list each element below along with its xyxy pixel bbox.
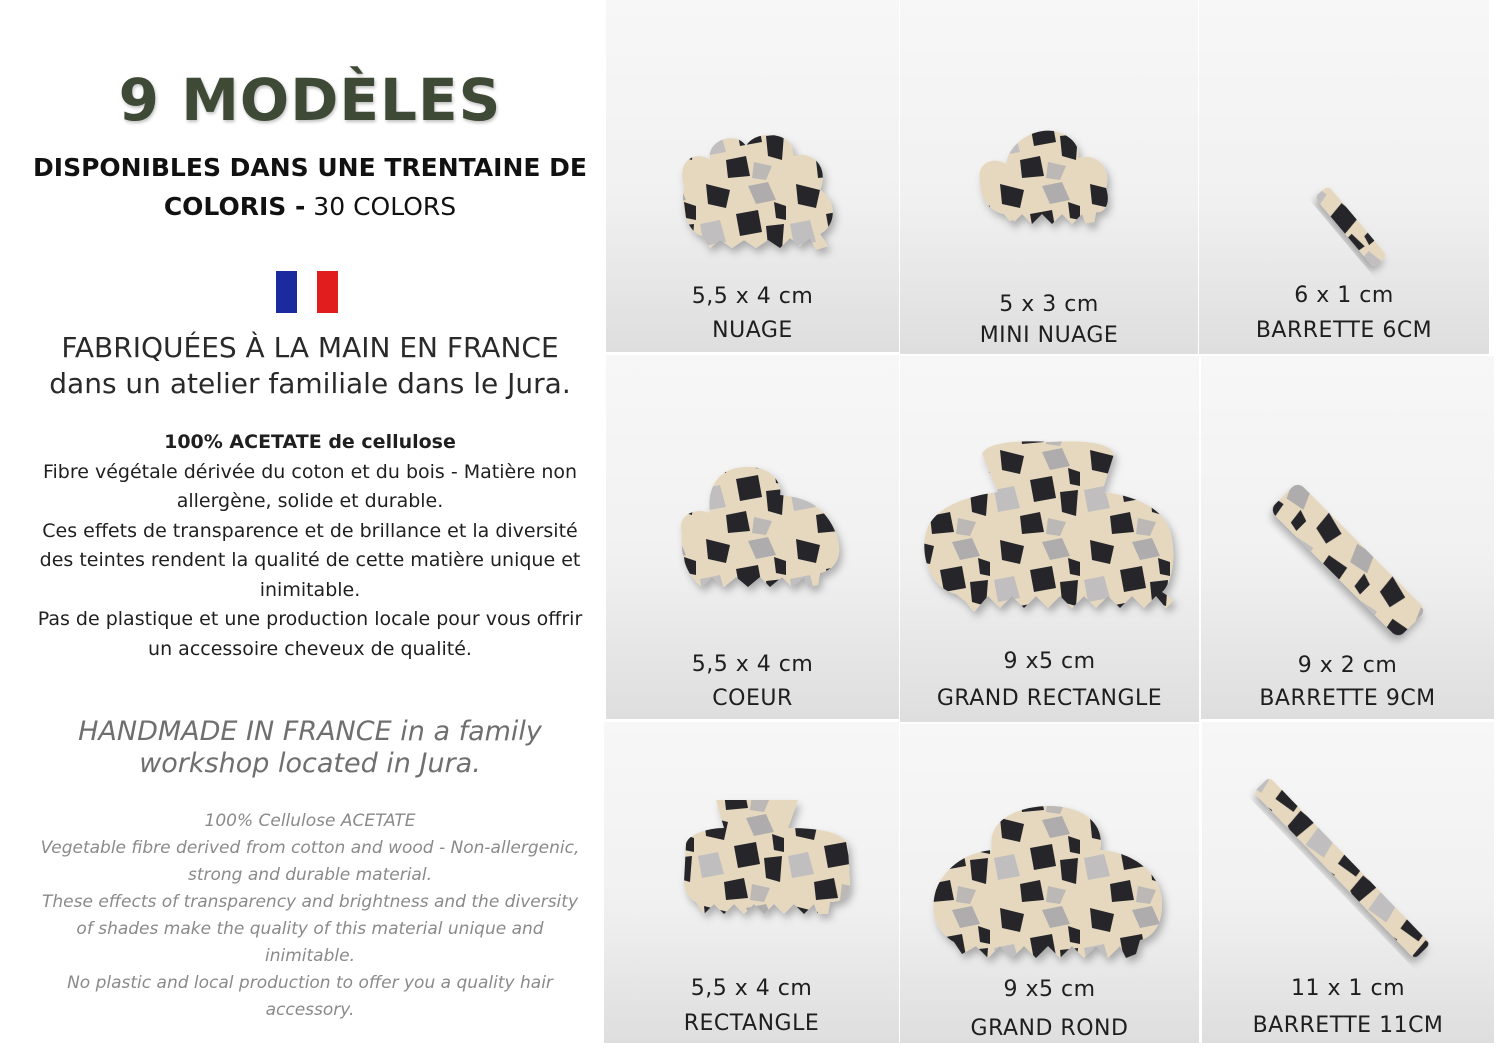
description-panel [0, 0, 620, 1061]
product-card-grand-rond[interactable] [900, 724, 1199, 1043]
product-dimensions: 5,5 x 4 cm [691, 284, 814, 309]
material-en-line: strong and durable material. [188, 865, 432, 885]
made-in-france-en [30, 716, 590, 780]
product-card-nuage[interactable] [606, 0, 899, 352]
product-name: GRAND ROND [970, 1016, 1129, 1041]
material-line: Pas de plastique et une production locale pour vous offrir [37, 608, 583, 630]
product-dimensions: 5,5 x 4 cm [690, 976, 813, 1001]
material-line: allergène, solide et durable. [176, 490, 444, 512]
colors-count: 30 COLORS [305, 192, 457, 221]
material-line: inimitable. [259, 578, 361, 601]
product-card-barrette-11cm[interactable] [1202, 722, 1494, 1043]
material-description-en [30, 808, 590, 1024]
product-dimensions: 9 x5 cm [1003, 977, 1096, 1002]
headline: 9 MODÈLES [118, 66, 502, 134]
made-en-line: HANDMADE IN FRANCE in a family [78, 716, 542, 747]
french-flag-icon [276, 271, 338, 313]
material-en-line: Vegetable fibre derived from cotton and wood - Non-allergenic, [40, 838, 580, 858]
material-description-fr [30, 428, 590, 664]
material-en-line: of shades make the quality of this material unique and inimitable. [76, 919, 544, 966]
product-dimensions: 5 x 3 cm [999, 292, 1099, 317]
product-dimensions: 5,5 x 4 cm [691, 652, 814, 677]
product-name: GRAND RECTANGLE [936, 686, 1163, 711]
product-card-mini-nuage[interactable] [900, 0, 1198, 354]
product-name: NUAGE [712, 318, 793, 343]
material-line: des teintes rendent la qualité de cette matière unique et [39, 549, 581, 571]
availability-line-1: DISPONIBLES DANS UNE TRENTAINE DE [33, 153, 587, 182]
made-line-1: FABRIQUÉES À LA MAIN EN FRANCE [61, 331, 559, 364]
product-dimensions: 6 x 1 cm [1294, 283, 1394, 308]
material-en-line: accessory. [265, 1000, 355, 1020]
product-card-grand-rectangle[interactable] [900, 356, 1199, 722]
product-name: COEUR [712, 686, 793, 711]
made-line-2: dans un atelier familiale dans le Jura. [49, 367, 571, 400]
material-en-line: No plastic and local production to offer you a quality hair [67, 973, 553, 993]
product-name: BARRETTE 6CM [1255, 318, 1433, 343]
availability-text [30, 148, 590, 226]
product-card-coeur[interactable] [606, 355, 899, 719]
product-dimensions: 9 x5 cm [1003, 649, 1096, 674]
material-line: Fibre végétale dérivée du coton et du bois - Matière non [42, 460, 578, 483]
product-name: RECTANGLE [683, 1011, 820, 1036]
material-title-fr: 100% ACETATE de cellulose [164, 431, 456, 453]
made-in-france-text [10, 330, 610, 402]
product-name: BARRETTE 11CM [1252, 1013, 1444, 1038]
product-card-barrette-9cm[interactable] [1201, 356, 1494, 719]
product-card-barrette-6cm[interactable] [1199, 0, 1489, 354]
product-name: MINI NUAGE [979, 323, 1119, 348]
product-dimensions: 11 x 1 cm [1290, 976, 1406, 1001]
material-line: Ces effets de transparence et de brillance et la diversité [42, 519, 578, 542]
availability-line-2-bold: COLORIS - [163, 192, 306, 221]
made-en-line: workshop located in Jura. [139, 748, 481, 779]
material-line: un accessoire cheveux de qualité. [148, 637, 472, 660]
product-card-rectangle[interactable] [604, 722, 899, 1043]
material-en-line: 100% Cellulose ACETATE [204, 811, 416, 831]
material-en-line: These effects of transparency and brightness and the diversity [41, 892, 579, 912]
product-dimensions: 9 x 2 cm [1297, 653, 1398, 678]
product-name: BARRETTE 9CM [1259, 686, 1436, 711]
